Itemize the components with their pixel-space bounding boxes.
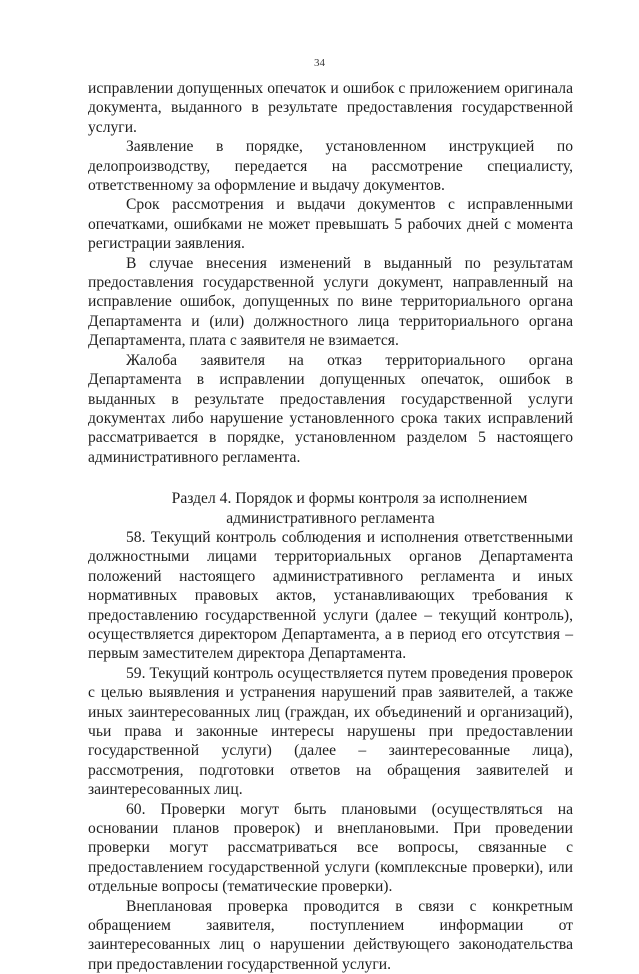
- paragraph-continuation: исправлении допущенных опечаток и ошибок с приложением оригинала документа, выданного в результате предоставления государственной услуги.: [88, 80, 573, 136]
- clause-60: 60. Проверки могут быть плановыми (осуществляться на основании планов проверок) и внеплановыми. При проведении проверки могут рассматриваться все вопросы, связанные с предоставлением государственной услуги (комплексные проверки), или отдельные вопросы (тематические проверки).: [88, 800, 573, 896]
- paragraph-application-procedure: Заявление в порядке, установленном инструкцией по делопроизводству, передается на рассмотрение специалисту, ответственному за оформление и выдачу документов.: [88, 138, 573, 195]
- clause-58: 58. Текущий контроль соблюдения и исполнения ответственными должностными лицами территориальных органов Департамента положений настоящего административного регламента и иных нормативных правовых актов, устанавливающих требования к предоставлению государственной услуги (далее – текущий контроль), осуществляется директором Департамента, а в период его отсутствия – первым заместителем директора Департамента.: [88, 528, 573, 663]
- clause-60-unscheduled-check: Внеплановая проверка проводится в связи с конкретным обращением заявителя, поступлением информации от заинтересованных лиц о нарушении действующего законодательства при предоставлении государственной услуги.: [88, 897, 573, 973]
- paragraph-no-fee: В случае внесения изменений в выданный по результатам предоставления государственной услуги документ, направленный на исправление ошибок, допущенных по вине территориального органа Департамента и (или) должностного лица территориального органа Департамента, плата с заявителя не взимается.: [88, 254, 573, 350]
- page-body: [88, 79, 573, 974]
- paragraph-complaint: Жалоба заявителя на отказ территориального органа Департамента в исправлении допущенных опечаток, ошибок в выданных в результате предоставления государственной услуги документах либо нарушение установленного срока таких исправлений рассматривается в порядке, установленном разделом 5 настоящего административного регламента.: [88, 351, 573, 466]
- section-heading: Раздел 4. Порядок и формы контроля за исполнением административного регламента: [171, 490, 528, 527]
- page-number: 34: [314, 57, 325, 69]
- clause-59: 59. Текущий контроль осуществляется путем проведения проверок с целью выявления и устранения нарушений прав заявителей, а также иных заинтересованных лиц (граждан, их объединений и организаций), чьи права и законные интересы нарушены при предоставлении государственной услуги) (далее – заинтересованные лица), рассмотрения, подготовки ответов на обращения заявителей и заинтересованных лиц.: [88, 664, 573, 799]
- paragraph-review-deadline: Срок рассмотрения и выдачи документов с исправленными опечатками, ошибками не может превышать 5 рабочих дней с момента регистрации заявления.: [88, 196, 573, 253]
